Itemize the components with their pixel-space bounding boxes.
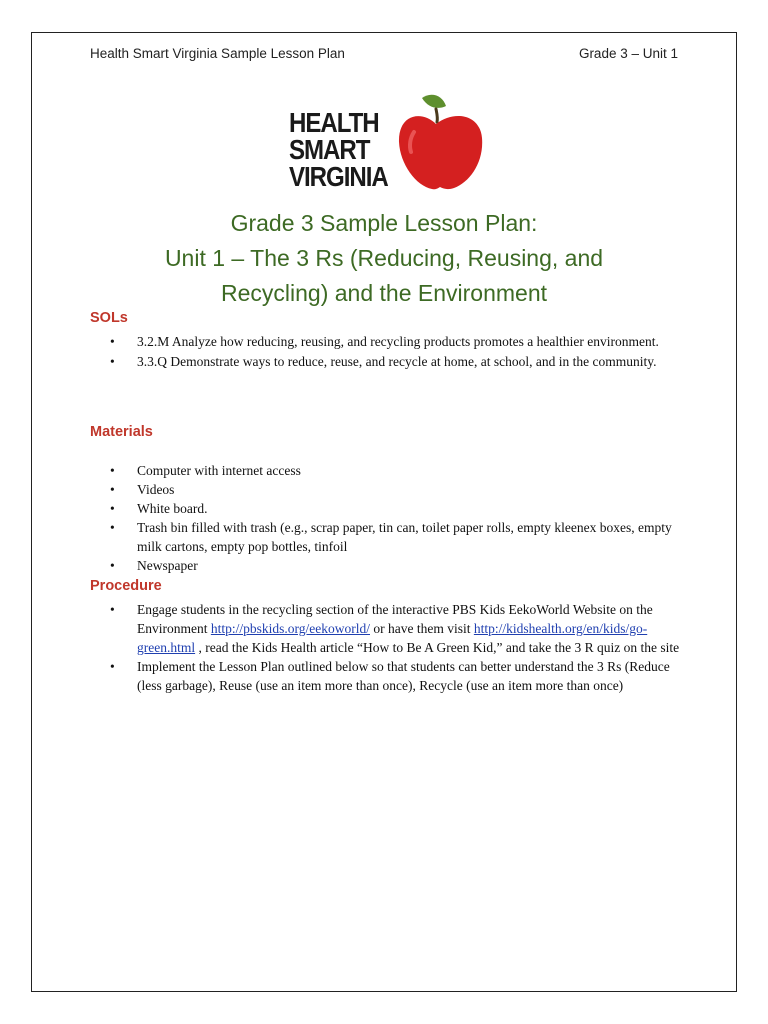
apple-icon — [392, 92, 488, 192]
title-line-1: Grade 3 Sample Lesson Plan: — [230, 210, 538, 236]
list-item: • Implement the Lesson Plan outlined below so that students can better understand the 3 Rs (Reduce (less garbage), Reuse (use an item more than once), Recycle (use an item more than once) — [110, 657, 682, 695]
logo-line-virginia: VIRGINIA — [289, 161, 388, 192]
list-item: • Videos — [110, 480, 682, 499]
procedure-text: , read the Kids Health article “How to Be A Green Kid,” and take the 3 R quiz on the site — [195, 640, 680, 655]
list-item: • Computer with internet access — [110, 461, 682, 480]
procedure-heading: Procedure — [90, 578, 162, 594]
pbskids-eekoworld-link[interactable]: http://pbskids.org/eekoworld/ — [210, 621, 370, 636]
running-header-title: Health Smart Virginia Sample Lesson Plan — [90, 46, 345, 61]
health-smart-virginia-logo — [289, 92, 489, 196]
list-item: • Trash bin filled with trash (e.g., scrap paper, tin can, toilet paper rolls, empty kleenex boxes, empty milk cartons, empty pop bottles, tinfoil — [110, 518, 682, 556]
kidshealth-go-green-link[interactable]: http://kidshealth.org/en/kids/go-green.html — [137, 621, 648, 655]
sols-list — [110, 332, 682, 371]
title-line-3: Recycling) and the Environment — [221, 280, 547, 306]
logo-wordmark — [289, 109, 404, 190]
procedure-text: or have them visit — [370, 621, 474, 636]
list-item: • White board. — [110, 499, 682, 518]
lesson-title — [60, 206, 708, 311]
materials-heading: Materials — [90, 424, 153, 440]
running-header-unit: Grade 3 – Unit 1 — [578, 46, 678, 61]
procedure-text: Engage students in the recycling section of the interactive PBS Kids EekoWorld Website on the Environment — [137, 602, 653, 636]
list-item — [110, 600, 682, 657]
logo-line-health: HEALTH — [289, 107, 379, 138]
sols-heading: SOLs — [90, 310, 128, 326]
title-line-2: Unit 1 – The 3 Rs (Reducing, Reusing, and — [164, 245, 604, 271]
procedure-list — [110, 600, 682, 695]
logo-line-smart: SMART — [289, 134, 370, 165]
list-item: • 3.3.Q Demonstrate ways to reduce, reuse, and recycle at home, at school, and in the community. — [110, 352, 682, 371]
list-item: • 3.2.M Analyze how reducing, reusing, and recycling products promotes a healthier environment. — [110, 332, 682, 351]
list-item: • Newspaper — [110, 556, 682, 575]
materials-list — [110, 461, 682, 575]
